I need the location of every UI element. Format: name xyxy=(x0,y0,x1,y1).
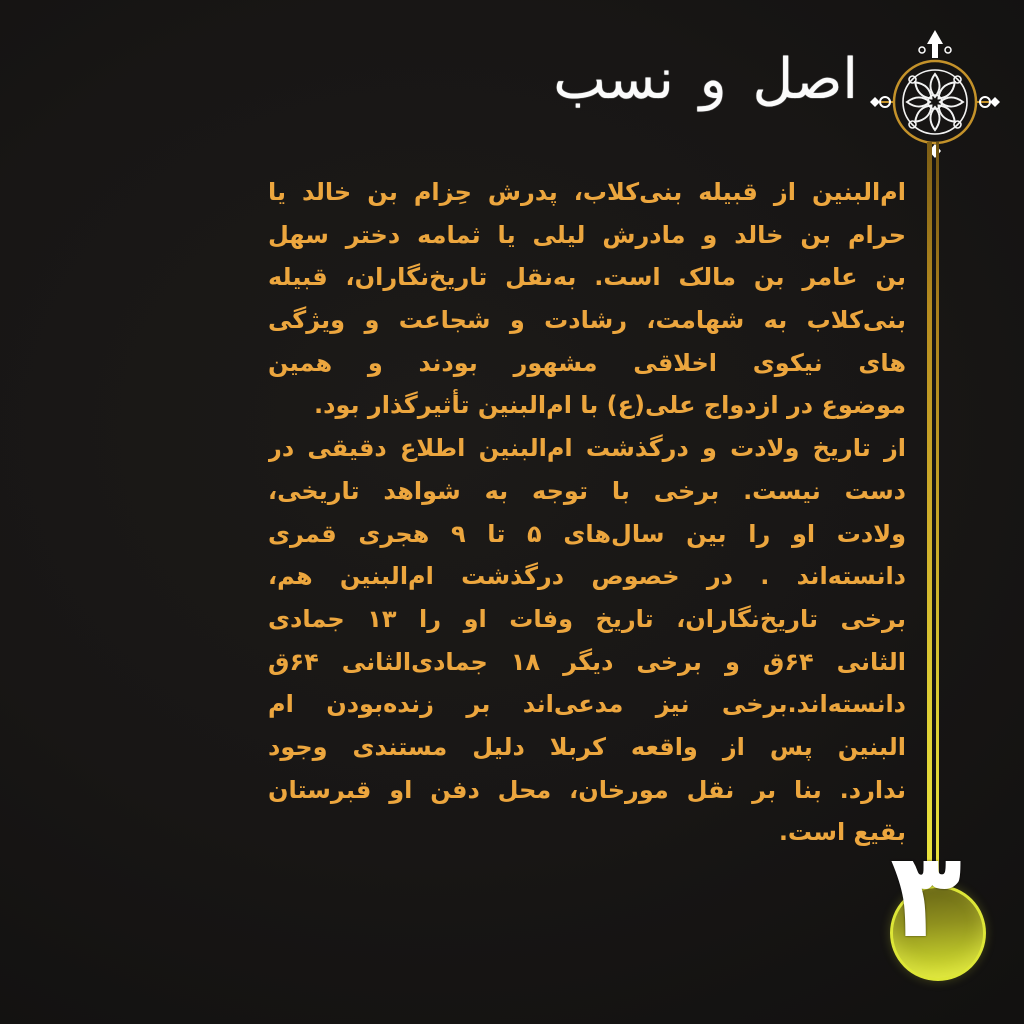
text-line: بنی‌کلاب به شهامت، رشادت و شجاعت و ویژگی xyxy=(268,306,906,335)
floral-medallion-icon xyxy=(869,26,1001,166)
text-line: البنین پس از واقعه کربلا دلیل مستندی وجود xyxy=(268,732,906,761)
text-line: ندارد. بنا بر نقل مورخان، محل دفن او قبرستان xyxy=(268,775,906,804)
body-text xyxy=(268,171,906,854)
text-line: الثانی ۶۴ق و برخی دیگر ۱۸ جمادی‌الثانی ۶۴ق xyxy=(268,647,906,676)
text-line: موضوع در ازدواج علی(ع) با ام‌البنین تأثیرگذار بود. xyxy=(314,391,906,420)
text-line: حرام بن خالد و مادرش لیلی یا ثمامه دختر سهل xyxy=(268,220,906,249)
page-title: اصل و نسب xyxy=(553,47,858,112)
text-line: بقیع است. xyxy=(778,818,906,847)
text-line: دانسته‌اند . در خصوص درگذشت ام‌البنین هم، xyxy=(268,562,906,591)
vertical-divider-line-thin xyxy=(936,142,939,894)
text-line: های نیکوی اخلاقی مشهور بودند و همین xyxy=(268,348,906,377)
text-line: دانسته‌اند.برخی نیز مدعی‌اند بر زنده‌بودن ام xyxy=(268,690,906,719)
page-number: ۳ xyxy=(889,826,963,964)
text-line: ام‌البنین از قبیله بنی‌کلاب، پدرش حِزام بن خالد یا xyxy=(268,178,906,206)
text-line: برخی تاریخ‌نگاران، تاریخ وفات او را ۱۳ جمادی xyxy=(268,604,906,633)
text-line: از تاریخ ولادت و درگذشت ام‌البنین اطلاع دقیقی در xyxy=(268,434,906,463)
text-line: بن عامر بن مالک است. به‌نقل تاریخ‌نگاران، قبیله xyxy=(268,263,906,292)
text-line: ولادت او را بین سال‌های ۵ تا ۹ هجری قمری xyxy=(268,519,906,548)
text-line: دست نیست. برخی با توجه به شواهد تاریخی، xyxy=(268,476,906,505)
vertical-divider-line xyxy=(927,142,932,894)
